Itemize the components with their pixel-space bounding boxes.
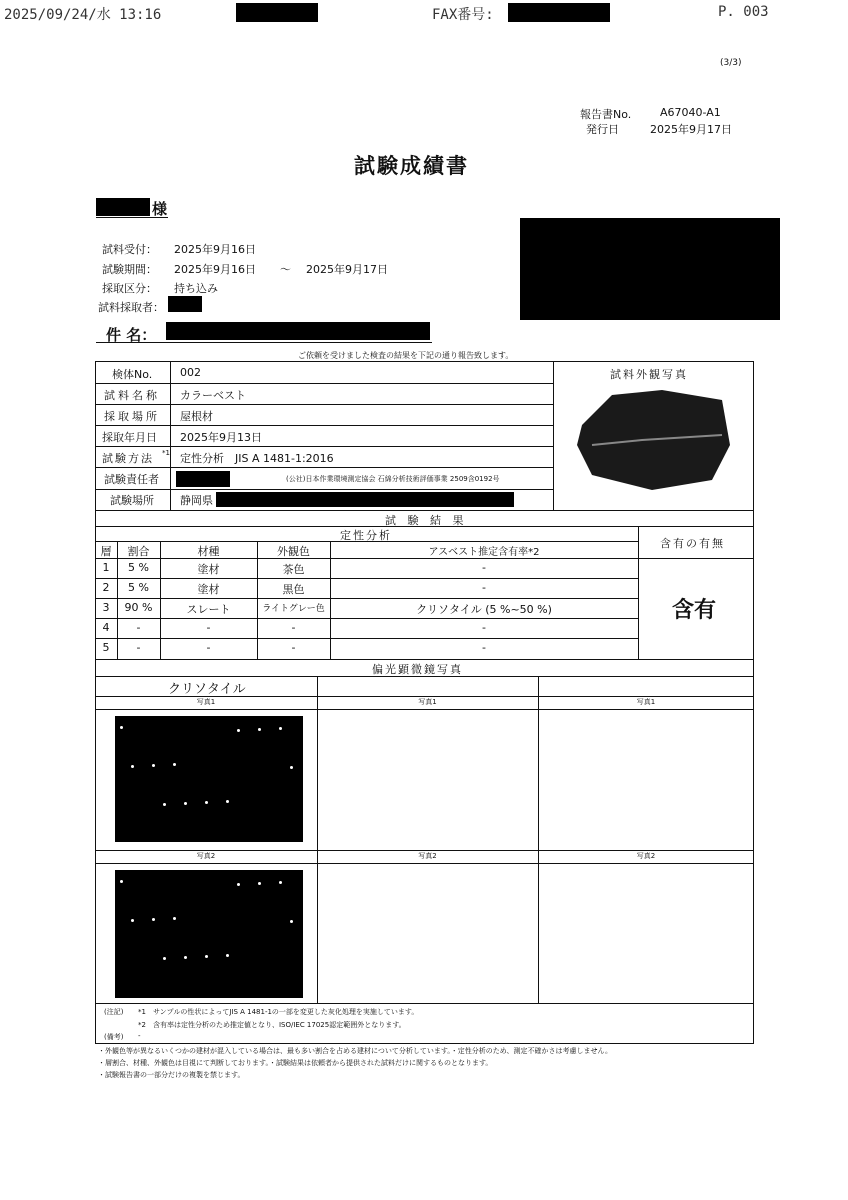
manager-label: 試験責任者: [104, 473, 159, 486]
report-no: A67040-A1: [660, 106, 721, 119]
micrograph-1: [115, 716, 303, 842]
column-header: 外観色: [277, 545, 310, 558]
micro-column-label: クリソタイル: [168, 682, 246, 697]
result-cell: -: [482, 641, 486, 654]
appearance-photo-label: 試料外観写真: [610, 368, 688, 381]
lab: 静岡県: [180, 494, 213, 507]
redaction: [508, 3, 610, 22]
remarks: -: [138, 1032, 141, 1040]
redaction: [236, 3, 318, 22]
redaction: [96, 198, 150, 216]
note-2: *2 含有率は定性分析のため推定値となり、ISO/IEC 17025認定範囲外となります。: [138, 1021, 406, 1029]
result-cell: 1: [102, 561, 110, 574]
collector-label: 試料採取者：: [98, 301, 164, 314]
result-cell: 3: [102, 601, 110, 614]
contains-header: 含有の有無: [660, 537, 725, 550]
sample-date: 2025年9月13日: [180, 431, 262, 444]
redaction: [216, 492, 514, 507]
remarks-label: (備考): [104, 1033, 124, 1041]
place-label: 採取場所: [104, 410, 160, 423]
result-cell: -: [482, 581, 486, 594]
issue-date: 2025年9月17日: [650, 123, 732, 136]
result-cell: 塗材: [197, 583, 220, 596]
category: 持ち込み: [174, 282, 218, 295]
issue-date-label: 発行日: [586, 123, 619, 136]
notes-label: (注記): [104, 1008, 124, 1016]
footer-note: ・外観色等が異なるいくつかの建材が混入している場合は、最も多い割合を占める建材について分析しています。・定性分析のため、測定不確かさは考慮しません。: [98, 1047, 612, 1055]
sample-appearance-photo: [572, 385, 732, 495]
result-cell: 塗材: [197, 563, 220, 576]
photo-label: 写真1: [636, 698, 656, 706]
photo-label: 写真2: [636, 852, 656, 860]
result-cell: -: [482, 621, 486, 634]
result-cell: スレート: [186, 603, 231, 616]
redaction: [176, 471, 230, 487]
micro-title: 偏光顕微鏡写真: [372, 663, 463, 676]
fax-label: FAX番号:: [432, 7, 494, 23]
page-count: (3/3): [720, 58, 742, 68]
contains-result: 含有: [672, 598, 717, 623]
redaction: [168, 296, 202, 312]
document-title: 試験成績書: [354, 154, 469, 178]
category-label: 採取区分：: [102, 282, 157, 295]
column-header: 材種: [197, 545, 220, 558]
photo-label: 写真1: [196, 698, 216, 706]
column-header: 層: [100, 545, 112, 558]
result-cell: -: [206, 621, 211, 634]
footer-note: ・試験報告書の一部分だけの複製を禁じます。: [98, 1071, 245, 1079]
recipient-suffix: 様: [152, 200, 168, 218]
sample-no: 002: [180, 366, 201, 379]
subject-label: 件 名：: [106, 326, 157, 344]
result-cell: 90 %: [124, 601, 153, 614]
lab-label: 試験場所: [110, 494, 154, 507]
results-title: 試 験 結 果: [385, 514, 468, 527]
result-cell: 5: [102, 641, 110, 654]
photo-label: 写真2: [196, 852, 216, 860]
result-cell: 黒色: [282, 583, 305, 596]
photo-label: 写真1: [418, 698, 437, 706]
fax-page: P. 003: [718, 4, 769, 20]
result-cell: 2: [102, 581, 110, 594]
redaction: [166, 322, 430, 340]
result-cell: 5 %: [128, 581, 149, 594]
redaction: [520, 218, 780, 320]
result-cell: -: [291, 641, 296, 654]
period-sep: ～: [280, 263, 291, 276]
sample-date-label: 採取年月日: [102, 431, 157, 444]
note-1: *1 サンプルの性状によってJIS A 1481-1の一部を変更した灰化処理を実施しています。: [138, 1008, 419, 1016]
method: 定性分析 JIS A 1481-1:2016: [180, 452, 334, 465]
photo-label: 写真2: [418, 852, 437, 860]
period-end: 2025年9月17日: [306, 263, 388, 276]
result-cell: クリソタイル (5 %~50 %): [416, 603, 552, 616]
fax-datetime: 2025/09/24/水 13:16: [4, 7, 162, 23]
method-label: 試験方法: [102, 452, 154, 465]
intro-text: ご依頼を受けました検査の結果を下記の通り報告致します。: [298, 351, 514, 360]
result-cell: -: [136, 641, 141, 654]
sample-no-label: 検体No.: [112, 368, 153, 381]
footer-note: ・層割合、材種、外観色は目視にて判断しております。・試験結果は依頼者から提供された試料だけに関するものとなります。: [98, 1059, 493, 1067]
method-note: *1: [162, 449, 170, 457]
column-header: 割合: [127, 545, 150, 558]
analysis-label: 定性分析: [340, 529, 392, 542]
result-cell: 4: [102, 621, 110, 634]
micrograph-2: [115, 870, 303, 998]
result-cell: -: [482, 561, 486, 574]
period-label: 試験期間：: [102, 263, 157, 276]
sample-name: カラーベスト: [180, 389, 246, 402]
result-cell: ライトグレー色: [262, 604, 325, 614]
column-header: アスベスト推定含有率*2: [428, 547, 540, 558]
period-start: 2025年9月16日: [174, 263, 256, 276]
manager-cert: (公社)日本作業環境測定協会 石綿分析技術評価事業 2509含0192号: [286, 475, 500, 483]
report-no-label: 報告書No.: [580, 108, 632, 121]
received-date: 2025年9月16日: [174, 243, 256, 256]
place: 屋根材: [180, 410, 213, 423]
result-cell: 茶色: [282, 563, 305, 576]
result-cell: -: [291, 621, 296, 634]
sample-name-label: 試料名称: [104, 389, 160, 402]
result-cell: 5 %: [128, 561, 149, 574]
result-cell: -: [206, 641, 211, 654]
result-cell: -: [136, 621, 141, 634]
received-label: 試料受付：: [102, 243, 157, 256]
